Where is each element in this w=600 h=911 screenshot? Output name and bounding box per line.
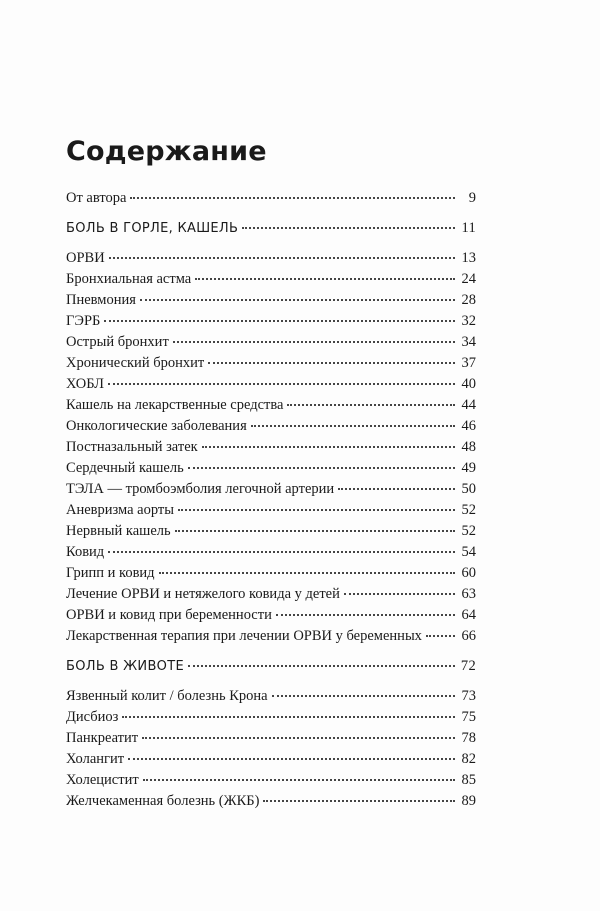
toc-entry-label: Холецистит bbox=[66, 772, 139, 788]
toc-entry-page: 60 bbox=[461, 565, 476, 581]
dot-leader bbox=[263, 800, 455, 802]
toc-entry-page: 49 bbox=[461, 460, 476, 476]
toc-entry-page: 37 bbox=[461, 355, 476, 371]
dot-leader bbox=[143, 779, 455, 781]
dot-leader bbox=[178, 509, 455, 511]
toc-entry-page: 48 bbox=[461, 439, 476, 455]
toc-entry-page: 11 bbox=[461, 220, 476, 236]
toc-entry-page: 46 bbox=[461, 418, 476, 434]
toc-entry-page: 50 bbox=[461, 481, 476, 497]
toc-entry bbox=[66, 565, 476, 586]
toc-entry-page: 64 bbox=[461, 607, 476, 623]
toc-entry-label: Лечение ОРВИ и нетяжелого ковида у детей bbox=[66, 586, 340, 602]
dot-leader bbox=[272, 695, 455, 697]
page-title: Содержание bbox=[66, 136, 267, 167]
toc-entry-page: 73 bbox=[461, 688, 476, 704]
dot-leader bbox=[251, 425, 455, 427]
toc-entry bbox=[66, 334, 476, 355]
table-of-contents bbox=[66, 190, 476, 814]
dot-leader bbox=[130, 197, 455, 199]
toc-entry-label: Холангит bbox=[66, 751, 125, 767]
toc-entry-label: Аневризма аорты bbox=[66, 502, 175, 518]
toc-entry bbox=[66, 709, 476, 730]
toc-entry bbox=[66, 586, 476, 607]
dot-leader bbox=[195, 278, 455, 280]
toc-entry bbox=[66, 751, 476, 772]
toc-entry-page: 9 bbox=[468, 190, 476, 206]
toc-entry-page: 32 bbox=[461, 313, 476, 329]
toc-entry-label: Постназальный затек bbox=[66, 439, 198, 455]
toc-entry-page: 34 bbox=[461, 334, 476, 350]
dot-leader bbox=[140, 299, 455, 301]
toc-entry-label: Хронический бронхит bbox=[66, 355, 205, 371]
toc-entry-page: 28 bbox=[461, 292, 476, 308]
toc-entry-page: 82 bbox=[461, 751, 476, 767]
toc-entry bbox=[66, 292, 476, 313]
toc-entry bbox=[66, 523, 476, 544]
toc-entry bbox=[66, 190, 476, 211]
dot-leader bbox=[104, 320, 455, 322]
toc-entry-label: ТЭЛА — тромбоэмболия легочной артерии bbox=[66, 481, 335, 497]
toc-entry bbox=[66, 397, 476, 418]
toc-entry-label: Лекарственная терапия при лечении ОРВИ у беременных bbox=[66, 628, 422, 644]
toc-section-heading bbox=[66, 658, 476, 679]
dot-leader bbox=[344, 593, 455, 595]
toc-entry-label: Кашель на лекарственные средства bbox=[66, 397, 284, 413]
toc-entry bbox=[66, 730, 476, 751]
dot-leader bbox=[188, 467, 455, 469]
toc-entry bbox=[66, 460, 476, 481]
toc-entry bbox=[66, 481, 476, 502]
toc-entry-label: ГЭРБ bbox=[66, 313, 101, 329]
dot-leader bbox=[108, 551, 455, 553]
toc-entry-page: 85 bbox=[461, 772, 476, 788]
toc-section-label: БОЛЬ В ЖИВОТЕ bbox=[66, 659, 184, 674]
dot-leader bbox=[159, 572, 455, 574]
toc-entry-label: Пневмония bbox=[66, 292, 136, 308]
toc-entry bbox=[66, 793, 476, 814]
toc-entry bbox=[66, 544, 476, 565]
toc-entry-label: Нервный кашель bbox=[66, 523, 171, 539]
toc-entry-page: 89 bbox=[461, 793, 476, 809]
dot-leader bbox=[173, 341, 455, 343]
toc-entry-page: 54 bbox=[461, 544, 476, 560]
toc-entry-label: Грипп и ковид bbox=[66, 565, 155, 581]
toc-entry-page: 44 bbox=[461, 397, 476, 413]
toc-entry bbox=[66, 250, 476, 271]
toc-entry bbox=[66, 418, 476, 439]
toc-entry-label: От автора bbox=[66, 190, 127, 206]
toc-entry-label: Сердечный кашель bbox=[66, 460, 184, 476]
dot-leader bbox=[208, 362, 455, 364]
toc-entry-label: Язвенный колит / болезнь Крона bbox=[66, 688, 268, 704]
dot-leader bbox=[122, 716, 455, 718]
dot-leader bbox=[109, 257, 455, 259]
toc-entry-page: 66 bbox=[461, 628, 476, 644]
toc-entry bbox=[66, 772, 476, 793]
dot-leader bbox=[202, 446, 455, 448]
toc-section-label: БОЛЬ В ГОРЛЕ, КАШЕЛЬ bbox=[66, 221, 239, 236]
dot-leader bbox=[142, 737, 455, 739]
toc-entry-page: 40 bbox=[461, 376, 476, 392]
toc-entry-label: Дисбиоз bbox=[66, 709, 119, 725]
dot-leader bbox=[242, 227, 455, 229]
toc-entry bbox=[66, 313, 476, 334]
toc-entry-page: 13 bbox=[461, 250, 476, 266]
toc-entry bbox=[66, 376, 476, 397]
toc-entry-page: 78 bbox=[461, 730, 476, 746]
toc-entry-label: Панкреатит bbox=[66, 730, 139, 746]
toc-entry-page: 52 bbox=[461, 502, 476, 518]
toc-entry-page: 63 bbox=[461, 586, 476, 602]
toc-entry-label: ХОБЛ bbox=[66, 376, 105, 392]
toc-entry bbox=[66, 502, 476, 523]
toc-entry bbox=[66, 355, 476, 376]
toc-entry-page: 24 bbox=[461, 271, 476, 287]
dot-leader bbox=[338, 488, 455, 490]
dot-leader bbox=[188, 665, 455, 667]
dot-leader bbox=[108, 383, 455, 385]
toc-entry-page: 75 bbox=[461, 709, 476, 725]
toc-entry-label: Желчекаменная болезнь (ЖКБ) bbox=[66, 793, 260, 809]
toc-entry bbox=[66, 439, 476, 460]
dot-leader bbox=[276, 614, 455, 616]
toc-section-heading bbox=[66, 220, 476, 241]
toc-entry bbox=[66, 688, 476, 709]
toc-entry-label: ОРВИ и ковид при беременности bbox=[66, 607, 272, 623]
dot-leader bbox=[426, 635, 455, 637]
dot-leader bbox=[287, 404, 455, 406]
toc-entry-label: Бронхиальная астма bbox=[66, 271, 192, 287]
toc-entry-page: 52 bbox=[461, 523, 476, 539]
dot-leader bbox=[175, 530, 455, 532]
toc-entry-label: Острый бронхит bbox=[66, 334, 169, 350]
toc-entry-label: Ковид bbox=[66, 544, 105, 560]
toc-entry-page: 72 bbox=[460, 658, 476, 674]
toc-entry-label: Онкологические заболевания bbox=[66, 418, 247, 434]
toc-entry bbox=[66, 628, 476, 649]
toc-entry-label: ОРВИ bbox=[66, 250, 105, 266]
toc-entry bbox=[66, 271, 476, 292]
dot-leader bbox=[128, 758, 455, 760]
toc-entry bbox=[66, 607, 476, 628]
